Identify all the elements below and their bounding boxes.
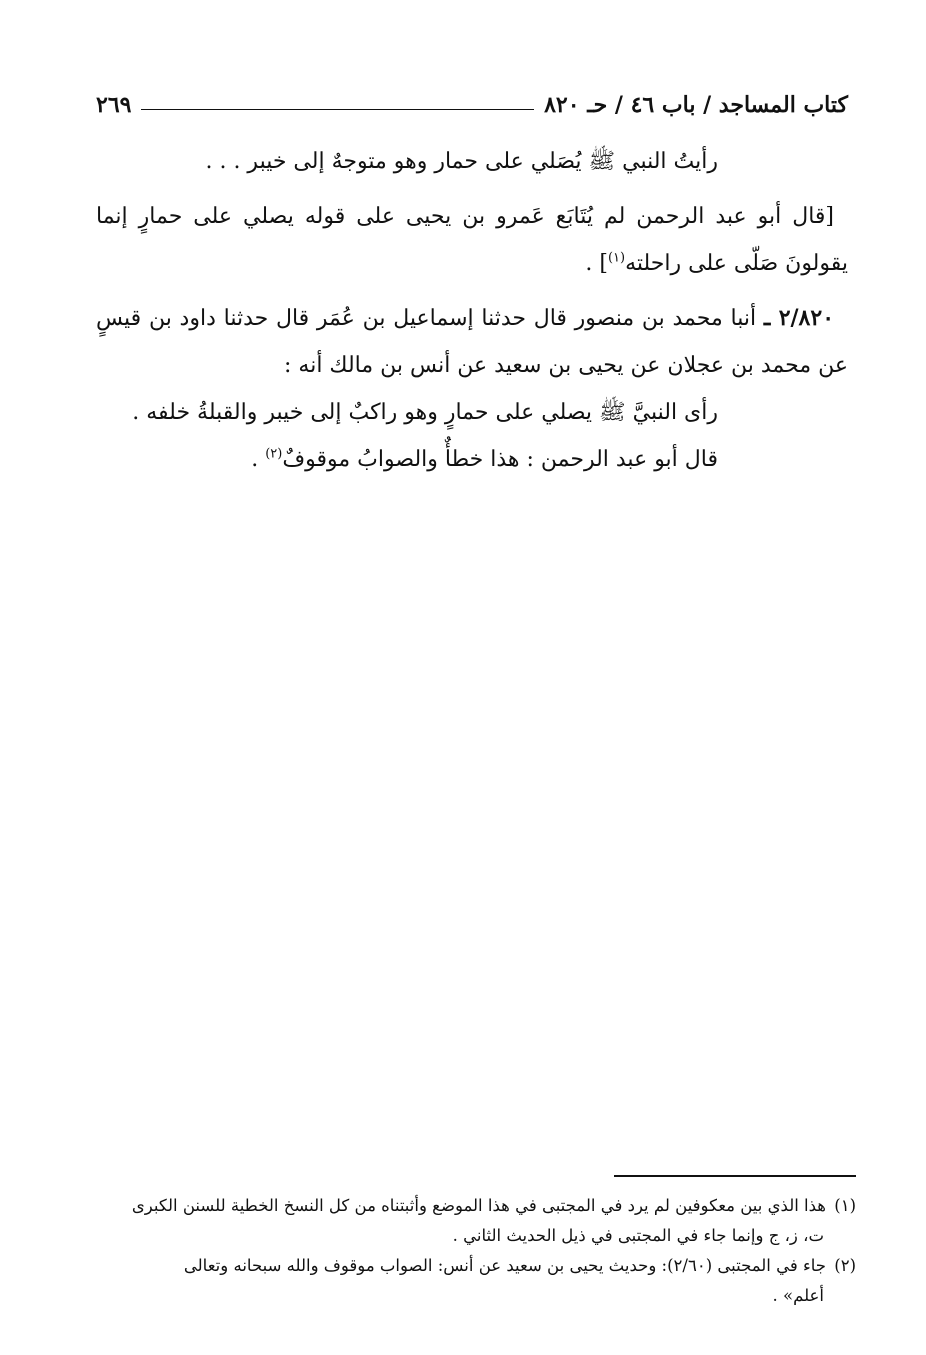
- footnote-1: [96, 1192, 856, 1220]
- footnote-1-mark: (١): [834, 1196, 856, 1215]
- footnote-2-cont: أعلم» .: [772, 1286, 824, 1305]
- text-line-1: رأيتُ النبي ﷺ يُصَلي على حمار وهو متوجهٌ إلى خيبر . . .: [205, 149, 718, 174]
- comment-text: [قال أبو عبد الرحمن لم يُتَابَع عَمرو بن يحيى على قوله يصلي على حمارٍ إنما يقولونَ صَلّى على راحلته: [96, 204, 848, 276]
- text-line-4: رأى النبيَّ ﷺ يصلي على حمارٍ وهو راكبٌ إلى خيبر والقبلةُ خلفه .: [132, 400, 718, 425]
- header-title: كتاب المساجد / باب ٤٦ / حـ ٨٢٠: [544, 92, 848, 118]
- hadith-number: ٢/٨٢٠ ـ: [763, 305, 835, 331]
- header-rule: [141, 109, 534, 110]
- footnote-separator: [614, 1175, 856, 1177]
- footnote-2: [96, 1252, 856, 1280]
- page-number: ٢٦٩: [96, 92, 132, 118]
- footnote-ref-2: (٢): [265, 446, 283, 462]
- main-text: [96, 138, 848, 483]
- footnote-2-mark: (٢): [834, 1256, 856, 1275]
- verdict-text: قال أبو عبد الرحمن : هذا خطأٌ والصوابُ موقوفٌ: [282, 447, 718, 472]
- footnote-ref-1: (١): [607, 250, 626, 266]
- text-line-5: [96, 436, 848, 483]
- footnotes: [96, 1192, 856, 1312]
- hadith-paragraph: [96, 295, 848, 389]
- bracketed-comment: [96, 193, 848, 287]
- running-header: [96, 78, 848, 118]
- footnote-1-text: هذا الذي بين معكوفين لم يرد في المجتبى في هذا الموضع وأثبتناه من كل النسخ الخطية للسنن الكبرى: [131, 1196, 826, 1215]
- isnad-text: أنبا محمد بن منصور قال حدثنا إسماعيل بن عُمَر قال حدثنا داود بن قيسٍ عن محمد بن عجلان عن يحيى بن سعيد عن أنس بن مالك أنه :: [96, 306, 848, 378]
- footnote-1-cont: ت، ز، ج وإنما جاء في المجتبى في ذيل الحديث الثاني .: [452, 1226, 824, 1245]
- comment-end: ] .: [585, 251, 608, 276]
- footnote-2-text: جاء في المجتبى (٢/٦٠): وحديث يحيى بن سعيد عن أنس: الصواب موقوف والله سبحانه وتعالى: [183, 1256, 826, 1275]
- verdict-end: .: [251, 447, 266, 472]
